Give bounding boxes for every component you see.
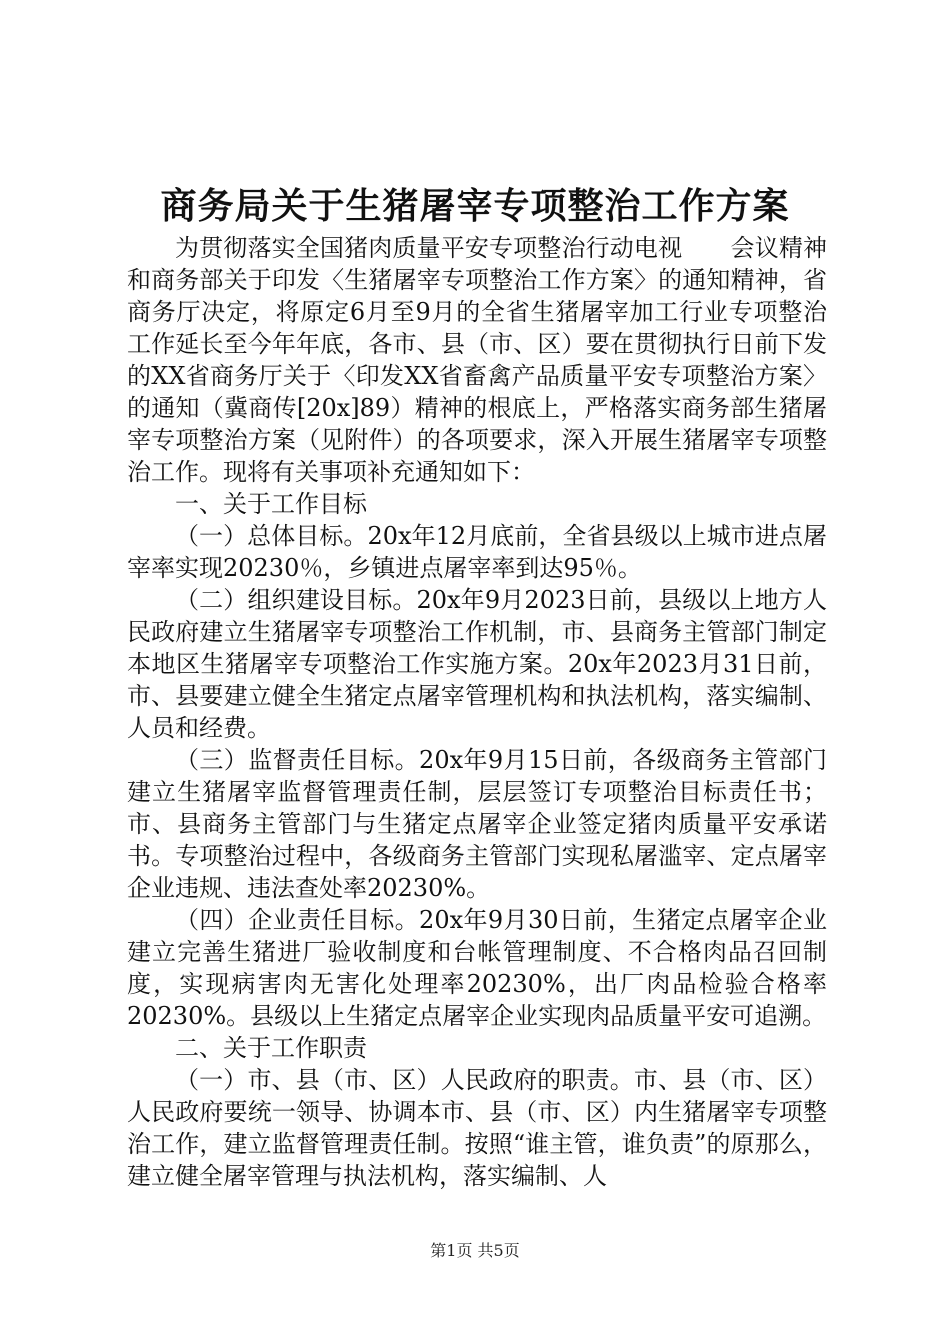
document-body xyxy=(127,232,827,1192)
paragraph-supervision-goal: （三）监督责任目标。20x年9月15日前，各级商务主管部门建立生猪屠宰监督管理责任制，层层签订专项整治目标责任书；市、县商务主管部门与生猪定点屠宰企业签定猪肉质量平安承诺书。专项整治过程中，各级商务主管部门实现私屠滥宰、定点屠宰企业违规、违法查处率20230%。 xyxy=(127,746,827,902)
paragraph-organization-goal: （二）组织建设目标。20x年9月2023日前，县级以上地方人民政府建立生猪屠宰专项整治工作机制，市、县商务主管部门制定本地区生猪屠宰专项整治工作实施方案。20x年2023月31日前，市、县要建立健全生猪定点屠宰管理机构和执法机构，落实编制、人员和经费。 xyxy=(127,586,827,742)
section-heading-duties: 二、关于工作职责 xyxy=(175,1034,367,1062)
intro-paragraph: 为贯彻落实全国猪肉质量平安专项整治行动电视 会议精神和商务部关于印发〈生猪屠宰专项整治工作方案〉的通知精神，省商务厅决定，将原定6月至9月的全省生猪屠宰加工行业专项整治工作延长至今年年底，各市、县（市、区）要在贯彻执行日前下发的XX省商务厅关于〈印发XX省畜禽产品质量平安专项整治方案〉的通知（冀商传[20x]89）精神的根底上，严格落实商务部生猪屠宰专项整治方案（见附件）的各项要求，深入开展生猪屠宰专项整治工作。现将有关事项补充通知如下： xyxy=(127,234,827,486)
paragraph-government-duties: （一）市、县（市、区）人民政府的职责。市、县（市、区）人民政府要统一领导、协调本市、县（市、区）内生猪屠宰专项整治工作，建立监督管理责任制。按照“谁主管，谁负责”的原那么，建立健全屠宰管理与执法机构，落实编制、人 xyxy=(127,1066,827,1190)
paragraph-enterprise-goal: （四）企业责任目标。20x年9月30日前，生猪定点屠宰企业建立完善生猪进厂验收制度和台帐管理制度、不合格肉品召回制度，实现病害肉无害化处理率20230%，出厂肉品检验合格率20230%。县级以上生猪定点屠宰企业实现肉品质量平安可追溯。 xyxy=(127,906,827,1030)
section-heading-goals: 一、关于工作目标 xyxy=(175,490,367,518)
paragraph-overall-goal: （一）总体目标。20x年12月底前，全省县级以上城市进点屠宰率实现20230％，乡镇进点屠宰率到达95％。 xyxy=(127,522,827,582)
document-title: 商务局关于生猪屠宰专项整治工作方案 xyxy=(160,185,790,227)
page-number: 第1页 共5页 xyxy=(430,1241,520,1260)
